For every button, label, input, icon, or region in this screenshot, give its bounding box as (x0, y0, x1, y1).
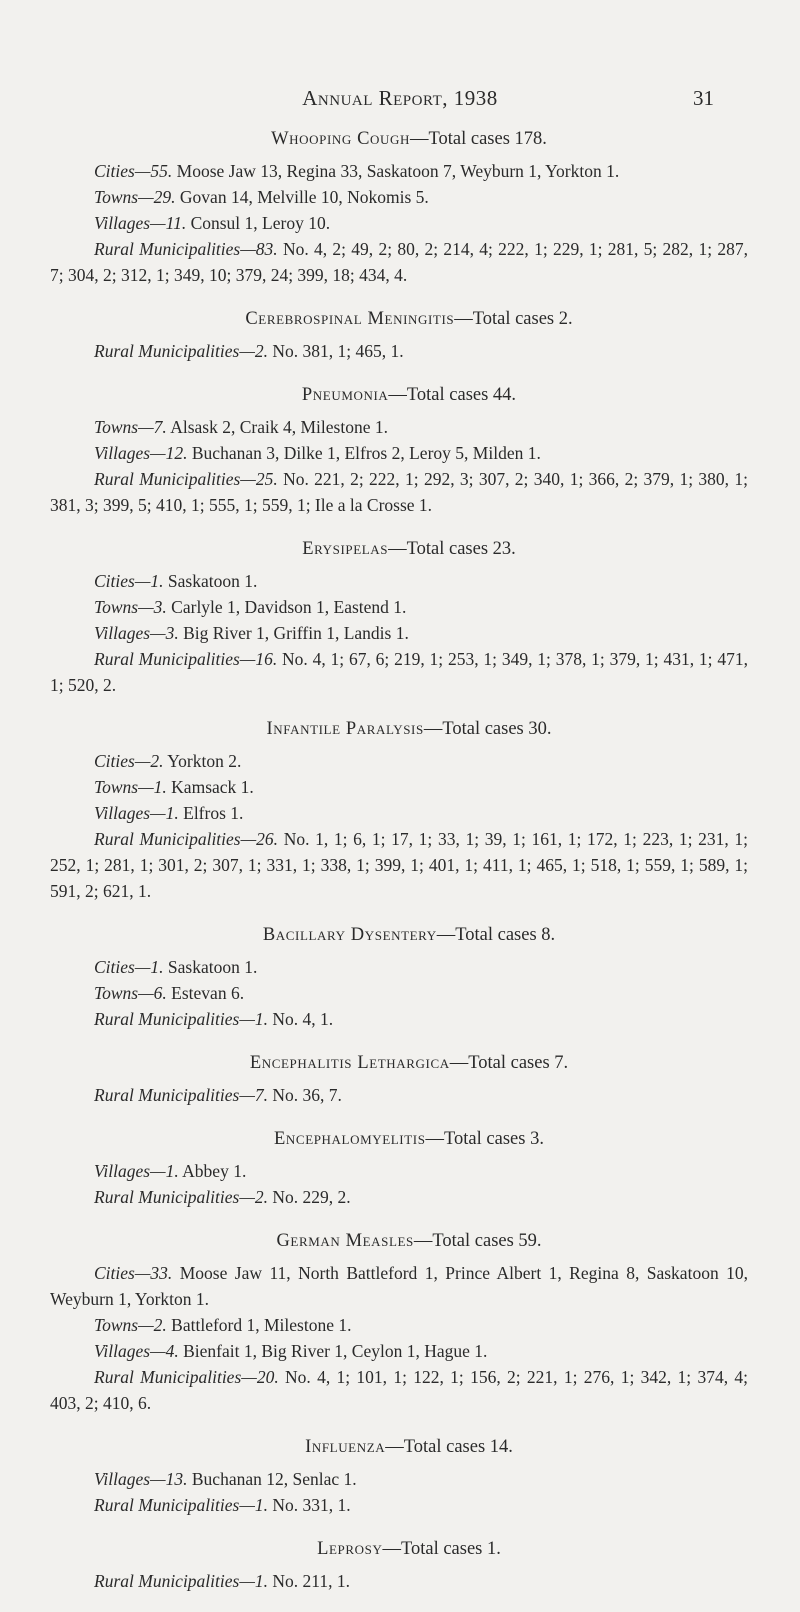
case-line (50, 1312, 748, 1338)
disease-name: Cerebrospinal Meningitis (245, 309, 455, 329)
case-line (50, 440, 748, 466)
locality-cases: No. 331, 1. (268, 1495, 351, 1515)
locality-category: Rural Municipalities—2. (94, 1187, 269, 1207)
locality-cases: Consul 1, Leroy 10. (186, 213, 331, 233)
locality-cases: Bienfait 1, Big River 1, Ceylon 1, Hague 1. (178, 1341, 488, 1361)
case-line (50, 1568, 748, 1594)
disease-heading (50, 716, 748, 742)
case-line (50, 748, 748, 774)
disease-heading (50, 1536, 748, 1562)
case-line (50, 620, 748, 646)
locality-category: Rural Municipalities—83. (94, 239, 278, 259)
locality-category: Rural Municipalities—26. (94, 829, 279, 849)
locality-cases: Carlyle 1, Davidson 1, Eastend 1. (166, 597, 407, 617)
locality-category: Cities—55. (94, 161, 173, 181)
disease-name: German Measles (276, 1231, 414, 1251)
case-line (50, 568, 748, 594)
page-number: 31 (693, 86, 714, 110)
locality-cases: Alsask 2, Craik 4, Milestone 1. (166, 417, 388, 437)
locality-cases: Saskatoon 1. (163, 571, 258, 591)
locality-category: Rural Municipalities—1. (94, 1495, 269, 1515)
case-line (50, 1158, 748, 1184)
locality-category: Rural Municipalities—1. (94, 1571, 269, 1591)
disease-total: —Total cases 1. (382, 1539, 501, 1559)
locality-category: Rural Municipalities—25. (94, 469, 278, 489)
case-line (50, 594, 748, 620)
disease-name: Pneumonia (301, 385, 389, 405)
disease-heading (50, 1228, 748, 1254)
case-line (50, 1466, 748, 1492)
locality-category: Towns—7. (94, 417, 167, 437)
page-header (0, 86, 800, 116)
locality-category: Towns—3. (94, 597, 167, 617)
case-line (50, 1006, 748, 1032)
locality-cases: Saskatoon 1. (163, 957, 258, 977)
locality-cases: Elfros 1. (178, 803, 244, 823)
disease-section (50, 716, 748, 904)
disease-heading (50, 1126, 748, 1152)
case-line (50, 1082, 748, 1108)
locality-cases: Estevan 6. (166, 983, 245, 1003)
locality-cases: Buchanan 12, Senlac 1. (187, 1469, 357, 1489)
case-line (50, 774, 748, 800)
locality-category: Rural Municipalities—7. (94, 1085, 269, 1105)
locality-category: Cities—33. (94, 1263, 173, 1283)
locality-cases: No. 4, 1. (268, 1009, 334, 1029)
locality-category: Towns—2. (94, 1315, 167, 1335)
disease-heading (50, 306, 748, 332)
locality-cases: Yorkton 2. (163, 751, 242, 771)
case-line (50, 800, 748, 826)
locality-cases: No. 4, 2; 49, 2; 80, 2; 214, 4; 222, 1; 229, 1; 281, 5; 282, 1; 287, 7; 304, 2; 312, 1; 349, 10; 379, 24; 399, 18; 434, 4. (50, 239, 748, 285)
case-line (50, 210, 748, 236)
disease-name: Infantile Paralysis (266, 719, 424, 739)
disease-name: Bacillary Dysentery (262, 925, 437, 945)
locality-category: Villages—1. (94, 803, 179, 823)
locality-cases: Kamsack 1. (166, 777, 254, 797)
disease-total: —Total cases 14. (385, 1437, 513, 1457)
disease-section (50, 126, 748, 288)
case-line (50, 980, 748, 1006)
locality-category: Towns—6. (94, 983, 167, 1003)
disease-heading (50, 1434, 748, 1460)
case-line (50, 1184, 748, 1210)
disease-total: —Total cases 2. (454, 309, 573, 329)
case-line (50, 646, 748, 698)
disease-section (50, 1536, 748, 1594)
disease-heading (50, 1050, 748, 1076)
case-line (50, 1260, 748, 1312)
locality-cases: No. 211, 1. (268, 1571, 351, 1591)
locality-cases: Govan 14, Melville 10, Nokomis 5. (175, 187, 429, 207)
case-line (50, 338, 748, 364)
locality-category: Cities—2. (94, 751, 164, 771)
disease-name: Whooping Cough (271, 129, 410, 149)
locality-category: Rural Municipalities—20. (94, 1367, 279, 1387)
locality-category: Villages—12. (94, 443, 188, 463)
disease-section (50, 536, 748, 698)
locality-category: Villages—4. (94, 1341, 179, 1361)
locality-cases: No. 221, 2; 222, 1; 292, 3; 307, 2; 340, 1; 366, 2; 379, 1; 380, 1; 381, 3; 399, 5; 410, 1; 555, 1; 559, 1; Ile a la Crosse 1. (50, 469, 748, 515)
locality-cases: No. 1, 1; 6, 1; 17, 1; 33, 1; 39, 1; 161, 1; 172, 1; 223, 1; 231, 1; 252, 1; 281, 1; 301, 2; 307, 1; 331, 1; 338, 1; 399, 1; 401, 1; 411, 1; 465, 1; 518, 1; 559, 1; 589, 1; 591, 2; 621, 1. (50, 829, 748, 901)
locality-cases: No. 36, 7. (268, 1085, 342, 1105)
case-line (50, 414, 748, 440)
disease-name: Erysipelas (302, 539, 389, 559)
locality-category: Rural Municipalities—2. (94, 341, 269, 361)
report-body (50, 126, 748, 1612)
running-title: Annual Report, 1938 (302, 86, 498, 110)
locality-category: Towns—1. (94, 777, 167, 797)
locality-category: Villages—13. (94, 1469, 188, 1489)
disease-heading (50, 536, 748, 562)
locality-cases: Moose Jaw 13, Regina 33, Saskatoon 7, Weyburn 1, Yorkton 1. (172, 161, 620, 181)
locality-cases: No. 4, 1; 67, 6; 219, 1; 253, 1; 349, 1; 378, 1; 379, 1; 431, 1; 471, 1; 520, 2. (50, 649, 748, 695)
disease-section (50, 1434, 748, 1518)
case-line (50, 1364, 748, 1416)
locality-category: Rural Municipalities—16. (94, 649, 278, 669)
case-line (50, 466, 748, 518)
disease-heading (50, 126, 748, 152)
disease-section (50, 1126, 748, 1210)
disease-total: —Total cases 23. (388, 539, 516, 559)
case-line (50, 184, 748, 210)
disease-name: Leprosy (317, 1539, 383, 1559)
case-line (50, 158, 748, 184)
case-line (50, 1492, 748, 1518)
disease-name: Encephalitis Lethargica (249, 1053, 450, 1073)
locality-category: Rural Municipalities—1. (94, 1009, 269, 1029)
locality-cases: Battleford 1, Milestone 1. (166, 1315, 352, 1335)
locality-cases: Moose Jaw 11, North Battleford 1, Prince Albert 1, Regina 8, Saskatoon 10, Weyburn 1, Yorkton 1. (50, 1263, 748, 1309)
disease-section (50, 1228, 748, 1416)
disease-heading (50, 922, 748, 948)
disease-total: —Total cases 178. (409, 129, 547, 149)
locality-category: Villages—11. (94, 213, 187, 233)
locality-category: Towns—29. (94, 187, 176, 207)
locality-category: Villages—3. (94, 623, 179, 643)
disease-section (50, 382, 748, 518)
locality-cases: Abbey 1. (178, 1161, 247, 1181)
locality-category: Cities—1. (94, 571, 164, 591)
locality-cases: No. 229, 2. (268, 1187, 351, 1207)
locality-category: Cities—1. (94, 957, 164, 977)
disease-name: Encephalomyelitis (274, 1129, 426, 1149)
disease-total: —Total cases 8. (436, 925, 556, 945)
disease-section (50, 1050, 748, 1108)
disease-section (50, 922, 748, 1032)
disease-total: —Total cases 30. (423, 719, 552, 739)
case-line (50, 954, 748, 980)
disease-total: —Total cases 7. (449, 1053, 569, 1073)
locality-cases: Big River 1, Griffin 1, Landis 1. (178, 623, 409, 643)
case-line (50, 826, 748, 904)
disease-heading (50, 382, 748, 408)
case-line (50, 236, 748, 288)
locality-category: Villages—1. (94, 1161, 179, 1181)
disease-total: —Total cases 44. (388, 385, 517, 405)
disease-total: —Total cases 59. (413, 1231, 542, 1251)
case-line (50, 1338, 748, 1364)
disease-total: —Total cases 3. (425, 1129, 544, 1149)
disease-section (50, 306, 748, 364)
locality-cases: No. 381, 1; 465, 1. (268, 341, 404, 361)
locality-cases: No. 4, 1; 101, 1; 122, 1; 156, 2; 221, 1; 276, 1; 342, 1; 374, 4; 403, 2; 410, 6. (50, 1367, 748, 1413)
locality-cases: Buchanan 3, Dilke 1, Elfros 2, Leroy 5, Milden 1. (187, 443, 541, 463)
disease-name: Influenza (305, 1437, 386, 1457)
